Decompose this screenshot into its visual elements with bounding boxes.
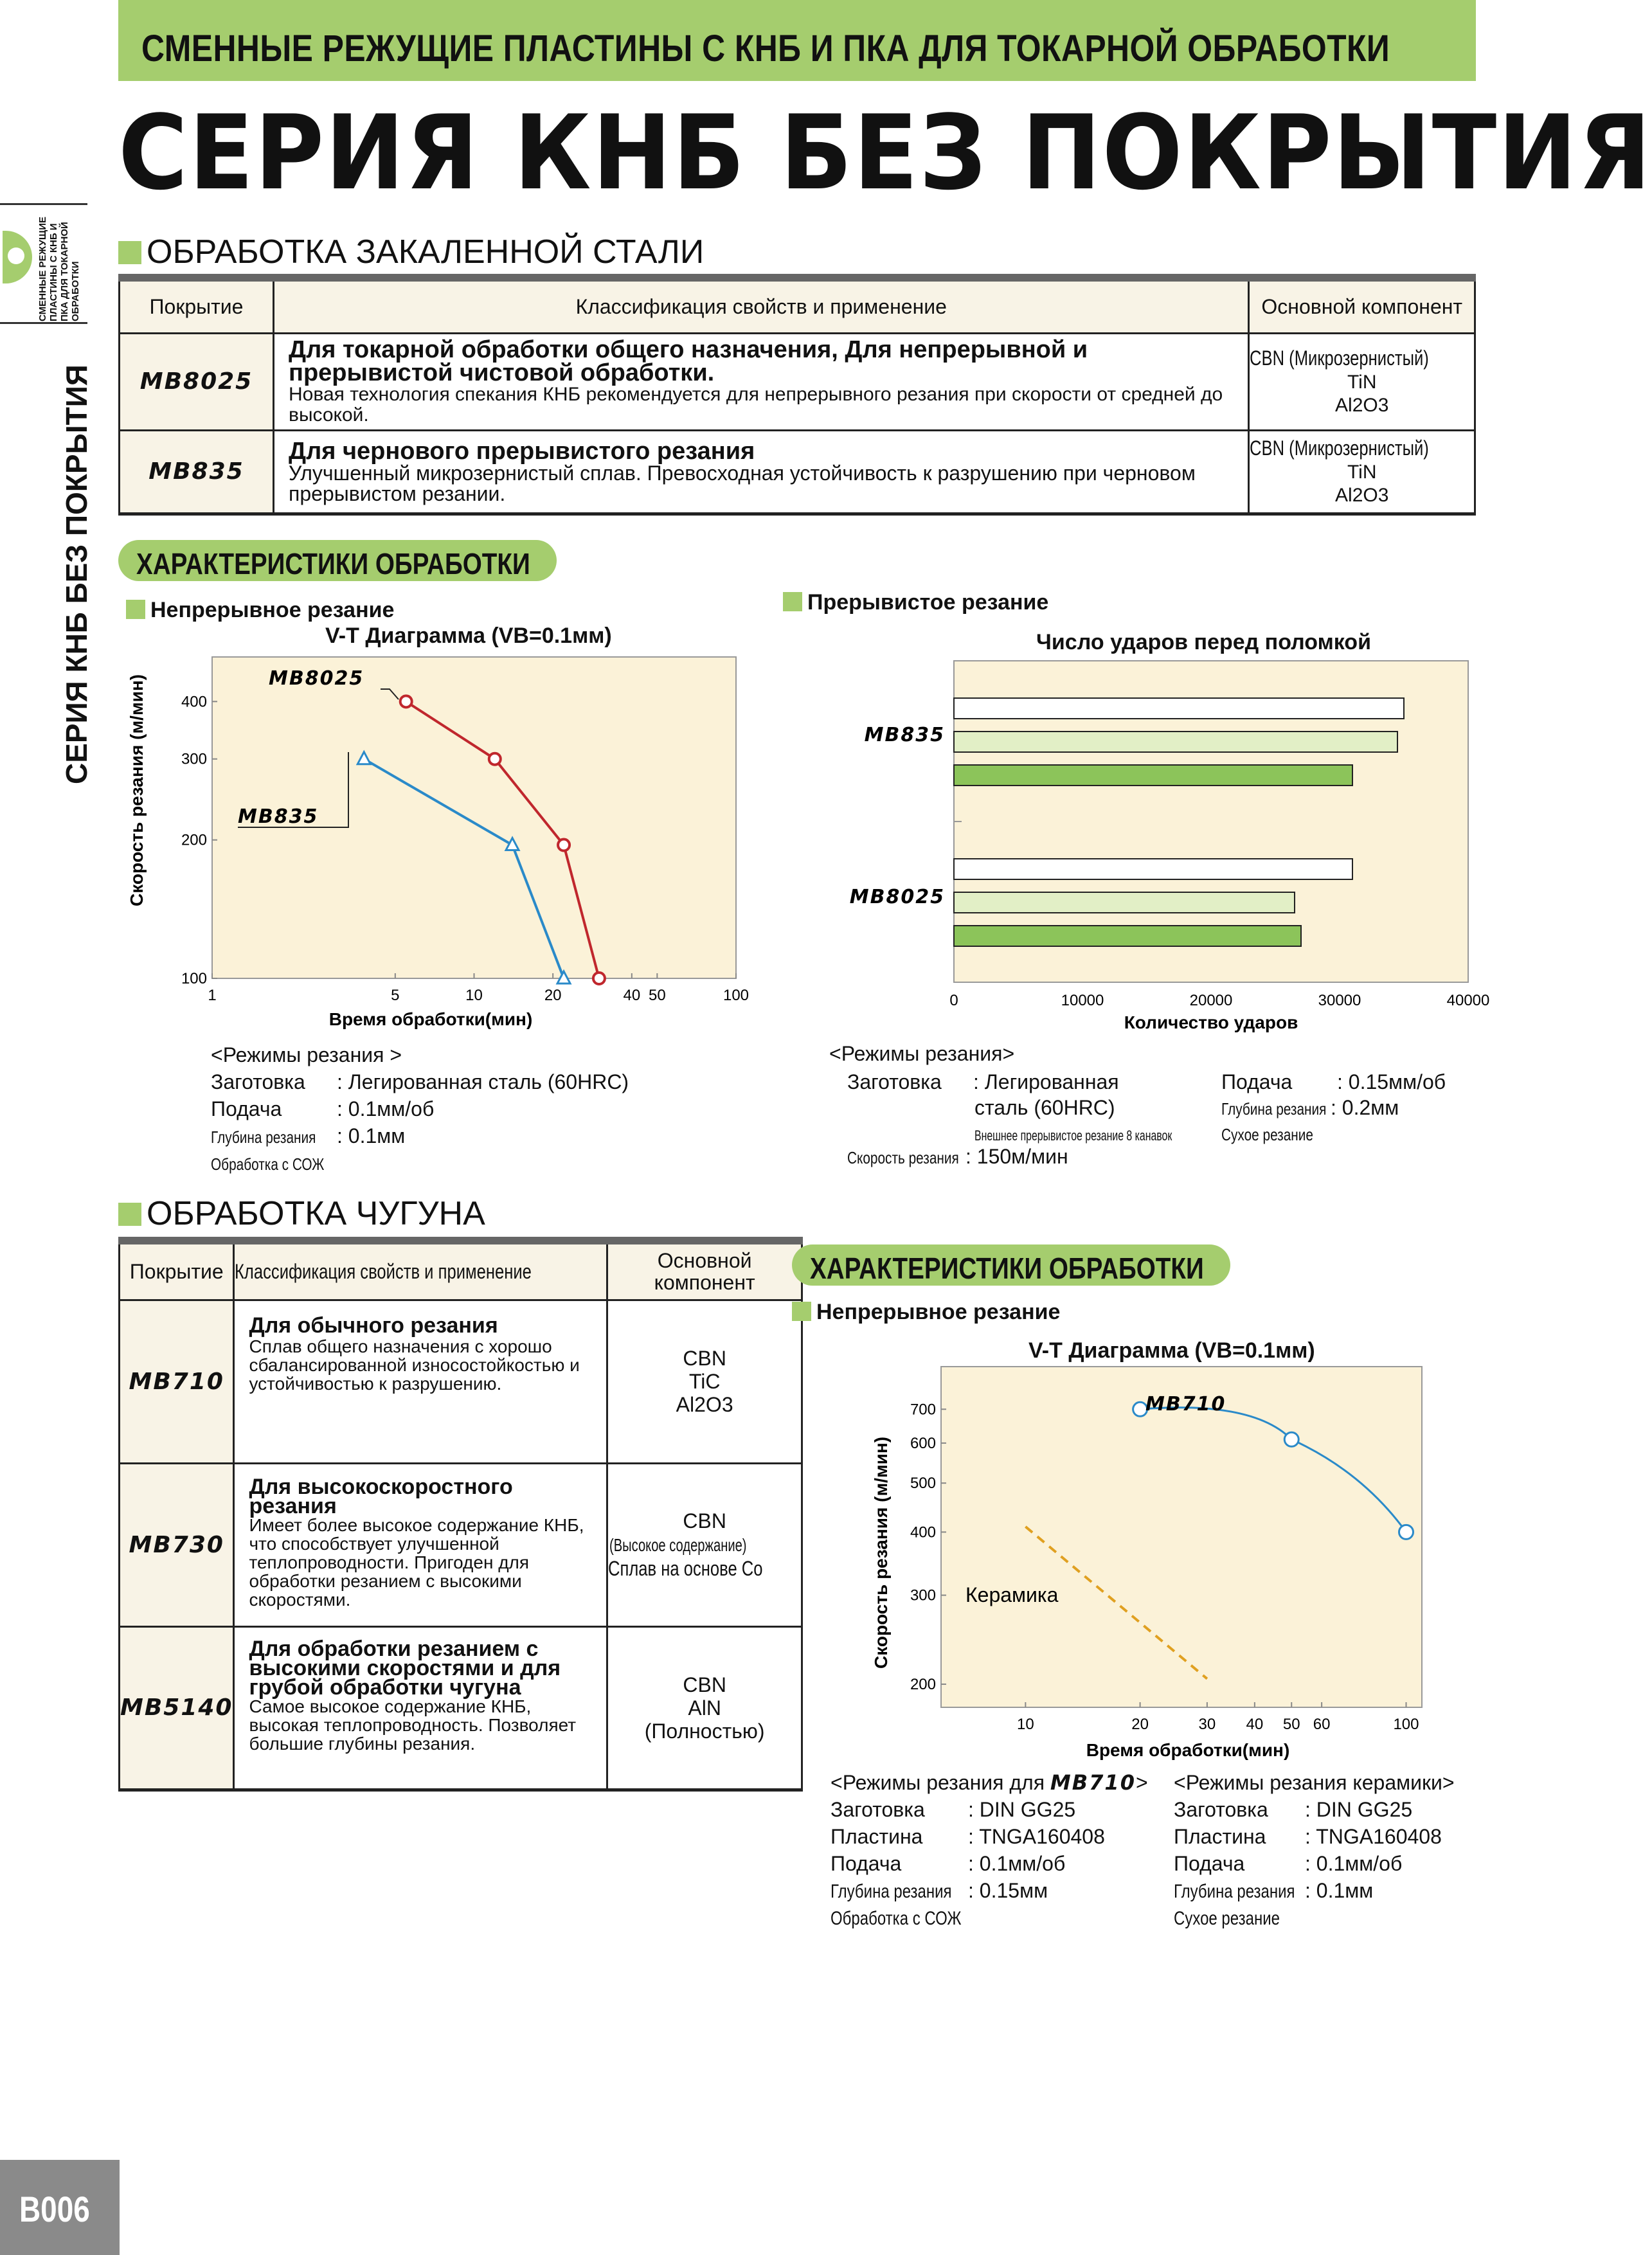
condition-row: Глубина резания : 0.1мм: [211, 1124, 406, 1147]
grade-description: [234, 1626, 607, 1790]
table-row: [120, 430, 1475, 514]
group-label-mb835: MB835: [864, 724, 945, 746]
bar-mb835: [954, 765, 1352, 786]
y-tick-label: 200: [910, 1676, 936, 1694]
y-tick-label: 500: [910, 1475, 936, 1493]
col-coating: Покрытие: [120, 278, 274, 333]
square-icon: [126, 600, 145, 619]
workpiece-value-2: сталь (60HRC): [974, 1096, 1115, 1119]
iron-continuous-label: Непрерывное резание: [792, 1300, 1060, 1325]
page-number-badge: [0, 2160, 120, 2255]
y-tick-label: 400: [181, 693, 207, 711]
conditions-mb710: [830, 1769, 1165, 1931]
data-point: [489, 753, 501, 765]
grade-code: MB5140: [120, 1626, 234, 1790]
grade-title: Для токарной обработки общего назначения, Для непрерывной и прерывистой чистовой обработки.: [289, 336, 1088, 386]
col-component: Основной компонент: [1249, 278, 1475, 333]
side-tab-text: СМЕННЫЕ РЕЖУЩИЕ ПЛАСТИНЫ С КНБ И ПКА ДЛЯ ТОКАРНОЙ ОБРАБОТКИ: [37, 216, 81, 321]
col-coating: Покрытие: [120, 1241, 234, 1300]
section-square-icon: [118, 241, 141, 264]
grade-components: CBN AlN (Полностью): [607, 1626, 802, 1790]
grade-description: [234, 1463, 607, 1626]
table-row: [120, 1626, 802, 1790]
depth-label: Глубина резания: [1221, 1099, 1327, 1119]
condition-row: Заготовка : DIN GG25: [830, 1798, 1076, 1821]
grade-description: [274, 333, 1249, 430]
chart3-title: V-T Диаграмма (VB=0.1мм): [1028, 1338, 1315, 1363]
x-tick-label: 0: [949, 992, 958, 1009]
table-row: [120, 1463, 802, 1626]
characteristics-pill: ХАРАКТЕРИСТИКИ ОБРАБОТКИ: [118, 540, 557, 581]
table-header-row: [120, 278, 1475, 333]
condition-note: Обработка с СОЖ: [211, 1154, 325, 1174]
col-component: Основной компонент: [607, 1241, 802, 1300]
condition-row: Глубина резания : 0.15мм: [830, 1879, 1048, 1902]
series-label-mb835: MB835: [238, 805, 319, 828]
data-point: [593, 973, 605, 984]
workpiece-value: : Легированная: [973, 1070, 1119, 1093]
x-tick-label: 10: [1017, 1716, 1034, 1733]
chart2-xlabel: Количество ударов: [1124, 1012, 1298, 1032]
x-tick-label: 20000: [1189, 992, 1233, 1009]
tab-marker-icon: [3, 231, 32, 283]
conditions-right: [829, 1040, 1472, 1169]
conditions-heading: <Режимы резания керамики>: [1174, 1771, 1455, 1794]
col-classification: Классификация свойств и применение: [234, 1241, 607, 1300]
table-header-row: [120, 1241, 802, 1300]
banner-text: СМЕННЫЕ РЕЖУЩИЕ ПЛАСТИНЫ С КНБ И ПКА ДЛЯ ТОКАРНОЙ ОБРАБОТКИ: [141, 28, 1390, 69]
grade-text: Самое высокое содержание КНБ, высокая теплопроводность. Позволяет большие глубины резания.: [249, 1696, 577, 1754]
grade-text: Улучшенный микрозернистый сплав. Превосходная устойчивость к разрушению при черновом прерывистом резании.: [289, 461, 1196, 505]
x-tick-label: 40: [623, 987, 641, 1004]
series-label-mb710: MB710: [1145, 1393, 1226, 1415]
data-point: [400, 696, 412, 707]
grade-code: MB730: [120, 1463, 234, 1626]
table-row: [120, 333, 1475, 430]
condition-row: Подача : 0.1мм/об: [830, 1852, 1066, 1875]
x-tick-label: 30: [1198, 1716, 1216, 1733]
condition-row: Подача : 0.1мм/об: [211, 1097, 435, 1120]
col-classification: Классификация свойств и применение: [274, 278, 1249, 333]
section-square-icon: [118, 1203, 141, 1226]
data-point: [1284, 1432, 1298, 1446]
speed-value: : 150м/мин: [965, 1145, 1068, 1168]
side-title: СЕРИЯ КНБ БЕЗ ПОКРЫТИЯ: [60, 364, 93, 784]
x-tick-label: 20: [1131, 1716, 1149, 1733]
feed-label: Подача: [1221, 1070, 1293, 1093]
condition-row: Подача : 0.1мм/об: [1174, 1852, 1403, 1875]
chart1-title: V-T Диаграмма (VB=0.1мм): [325, 624, 612, 648]
chart1-xlabel: Время обработки(мин): [328, 1009, 533, 1029]
x-tick-label: 10: [465, 987, 483, 1004]
x-tick-label: 50: [1282, 1716, 1300, 1733]
conditions-heading: <Режимы резания для MB710>: [830, 1770, 1148, 1795]
square-icon: [792, 1302, 811, 1321]
interrupted-label: Прерывистое резание: [783, 590, 1048, 615]
grade-text: Новая технология спекания КНБ рекомендуется для непрерывного резания при скорости от средней до высокой.: [289, 383, 1223, 426]
grade-text: Сплав общего назначения с хорошо сбалансированной износостойкостью и устойчивостью к разрушению.: [249, 1336, 580, 1394]
square-icon: [783, 592, 802, 611]
chart1: [122, 649, 759, 1041]
x-tick-label: 10000: [1061, 992, 1104, 1009]
condition-row: Пластина : TNGA160408: [1174, 1825, 1442, 1848]
conditions-heading: <Режимы резания >: [211, 1043, 402, 1066]
x-tick-label: 40000: [1446, 992, 1490, 1009]
grade-code: MB710: [120, 1300, 234, 1463]
page-number: B006: [19, 2189, 90, 2229]
series-label-mb8025: MB8025: [269, 667, 364, 690]
condition-note: Обработка с СОЖ: [830, 1908, 962, 1929]
iron-heading: ОБРАБОТКА ЧУГУНА: [118, 1194, 485, 1233]
grade-title: Для обычного резания: [249, 1313, 498, 1338]
x-tick-label: 30000: [1318, 992, 1361, 1009]
chart2: [804, 649, 1490, 1041]
grade-description: [234, 1300, 607, 1463]
grade-code: MB835: [120, 430, 274, 514]
grade-code: MB8025: [120, 333, 274, 430]
workpiece-note: Внешнее прерывистое резание 8 канавок: [974, 1128, 1172, 1144]
grade-description: [274, 430, 1249, 514]
grade-title: Для чернового прерывистого резания: [289, 437, 755, 465]
feed-value: : 0.15мм/об: [1337, 1070, 1446, 1093]
y-tick-label: 200: [181, 831, 207, 849]
chart3: [861, 1356, 1440, 1781]
bar-mb835: [954, 698, 1404, 719]
depth-value: : 0.2мм: [1331, 1096, 1399, 1119]
condition-row: Глубина резания : 0.1мм: [1174, 1879, 1374, 1902]
condition-note: Сухое резание: [1174, 1908, 1280, 1929]
speed-label: Скорость резания: [847, 1148, 959, 1167]
data-point: [558, 840, 570, 851]
condition-row: Заготовка : Легированная сталь (60HRC): [211, 1070, 629, 1093]
iron-characteristics-pill: ХАРАКТЕРИСТИКИ ОБРАБОТКИ: [792, 1244, 1230, 1286]
x-tick-label: 100: [723, 987, 750, 1004]
y-tick-label: 400: [910, 1523, 936, 1541]
conditions-ceramic: [1174, 1769, 1469, 1931]
steel-heading: ОБРАБОТКА ЗАКАЛЕННОЙ СТАЛИ: [118, 233, 704, 271]
continuous-label: Непрерывное резание: [126, 598, 394, 623]
grade-components: CBN TiC Al2O3: [607, 1300, 802, 1463]
page-title: СЕРИЯ КНБ БЕЗ ПОКРЫТИЯ: [118, 93, 1652, 213]
bar-mb8025: [954, 892, 1295, 913]
x-tick-label: 60: [1313, 1716, 1331, 1733]
grade-title: Для высокоскоростного резания: [249, 1474, 513, 1518]
x-tick-label: 50: [648, 987, 666, 1004]
group-label-mb8025: MB8025: [849, 886, 945, 908]
bar-mb835: [954, 732, 1397, 752]
x-tick-label: 100: [1393, 1716, 1419, 1733]
series-label-ceramic: Керамика: [965, 1583, 1059, 1606]
conditions-heading: <Режимы резания>: [829, 1042, 1015, 1065]
chart2-title: Число ударов перед поломкой: [1036, 630, 1371, 654]
grade-components: CBN (Микрозернистый) TiN Al2O3: [1249, 333, 1475, 430]
chart1-ylabel: Скорость резания (м/мин): [127, 674, 147, 906]
grade-components: CBN (Микрозернистый) TiN Al2O3: [1249, 430, 1475, 514]
condition-row: Заготовка : DIN GG25: [1174, 1798, 1413, 1821]
bar-mb8025: [954, 926, 1301, 946]
condition-row: Пластина : TNGA160408: [830, 1825, 1105, 1848]
conditions-left: [211, 1041, 629, 1176]
grade-components: CBN (Высокое содержание) Сплав на основе Co: [607, 1463, 802, 1626]
iron-table: [118, 1237, 803, 1792]
x-tick-label: 20: [544, 987, 562, 1004]
top-banner: [118, 0, 1476, 81]
y-tick-label: 600: [910, 1434, 936, 1452]
y-tick-label: 300: [181, 750, 207, 768]
grade-text: Имеет более высокое содержание КНБ, что способствует улучшенной теплопроводности. Пригоден для обработки резанием с высокими скоростями.: [249, 1514, 584, 1610]
y-tick-label: 700: [910, 1401, 936, 1419]
workpiece-label: Заготовка: [847, 1070, 942, 1093]
dry-note: Сухое резание: [1221, 1125, 1313, 1144]
table-row: [120, 1300, 802, 1463]
x-tick-label: 5: [391, 987, 400, 1004]
x-tick-label: 1: [208, 987, 217, 1004]
data-point: [1399, 1525, 1413, 1539]
y-tick-label: 300: [910, 1586, 936, 1604]
chart3-ylabel: Скорость резания (м/мин): [871, 1436, 891, 1669]
chart3-xlabel: Время обработки(мин): [1086, 1740, 1290, 1760]
grade-title: Для обработки резанием с высокими скоростями и для грубой обработки чугуна: [249, 1636, 561, 1700]
y-tick-label: 100: [181, 970, 207, 987]
steel-table: [118, 274, 1476, 516]
x-tick-label: 40: [1246, 1716, 1264, 1733]
bar-mb8025: [954, 859, 1352, 879]
